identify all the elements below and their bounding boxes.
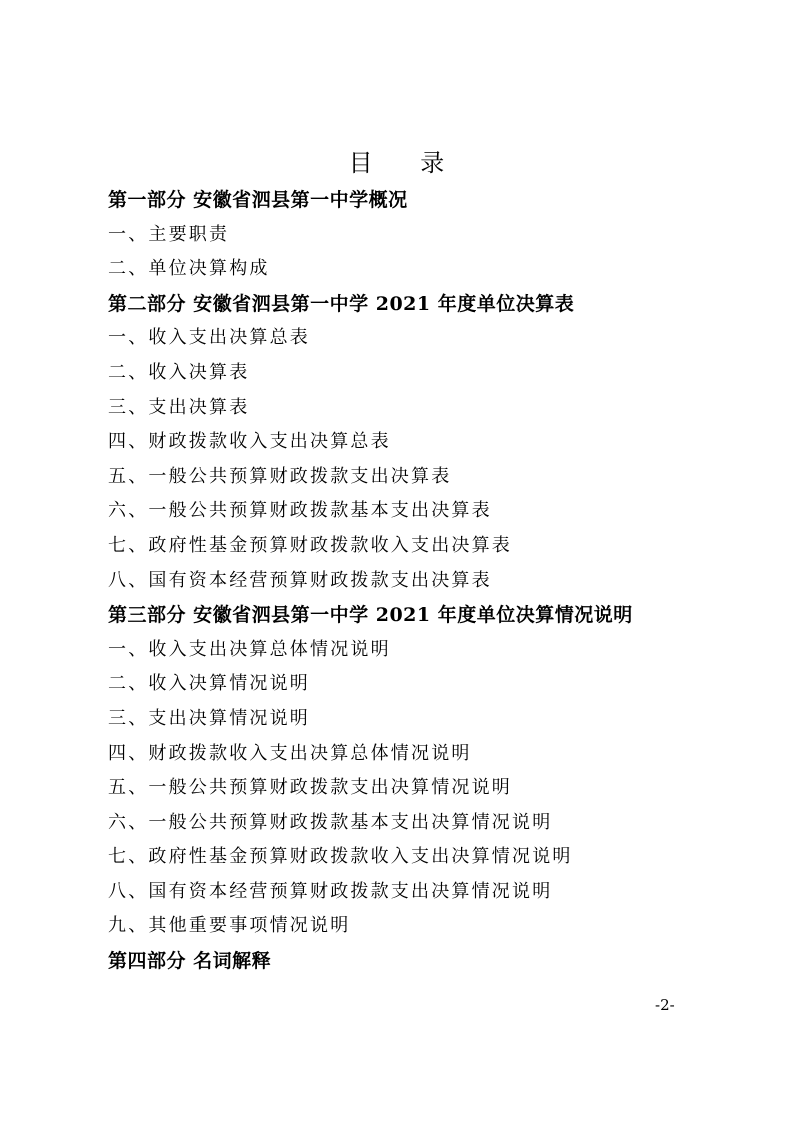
toc-entry xyxy=(108,944,748,979)
toc-entry xyxy=(108,909,748,944)
toc-entry xyxy=(108,460,748,495)
toc-item: 六、一般公共预算财政拨款基本支出决算情况说明 xyxy=(108,811,553,833)
page-number: -2- xyxy=(655,996,675,1014)
toc-entry xyxy=(108,875,748,910)
toc-entry xyxy=(108,183,748,218)
toc-part-heading: 第四部分 名词解释 xyxy=(108,950,272,973)
toc-item: 一、收入支出决算总体情况说明 xyxy=(108,638,391,660)
toc-item: 二、收入决算情况说明 xyxy=(108,673,310,695)
toc-entry xyxy=(108,425,748,460)
toc-entry xyxy=(108,702,748,737)
toc-entry xyxy=(108,771,748,806)
toc-entry xyxy=(108,840,748,875)
toc-item: 二、收入决算表 xyxy=(108,361,250,383)
toc-item: 五、一般公共预算财政拨款支出决算情况说明 xyxy=(108,777,512,799)
toc-item: 七、政府性基金预算财政拨款收入支出决算表 xyxy=(108,534,512,556)
toc-entry xyxy=(108,598,748,633)
toc-item: 八、国有资本经营预算财政拨款支出决算情况说明 xyxy=(108,880,553,902)
toc-entry xyxy=(108,287,748,322)
toc-entry xyxy=(108,218,748,253)
table-of-contents xyxy=(108,183,748,979)
toc-part-heading: 第一部分 安徽省泗县第一中学概况 xyxy=(108,189,408,211)
toc-item: 七、政府性基金预算财政拨款收入支出决算情况说明 xyxy=(108,846,573,868)
toc-entry xyxy=(108,391,748,426)
toc-part-heading: 第二部分 安徽省泗县第一中学 2021 年度单位决算表 xyxy=(108,292,575,315)
toc-entry xyxy=(108,633,748,668)
toc-item: 三、支出决算表 xyxy=(108,396,250,418)
toc-entry xyxy=(108,356,748,391)
toc-item: 一、收入支出决算总表 xyxy=(108,327,310,349)
toc-item: 九、其他重要事项情况说明 xyxy=(108,915,351,937)
toc-entry xyxy=(108,737,748,772)
toc-item: 六、一般公共预算财政拨款基本支出决算表 xyxy=(108,500,492,522)
toc-item: 八、国有资本经营预算财政拨款支出决算表 xyxy=(108,569,492,591)
page-title: 目 录 xyxy=(348,149,465,177)
toc-entry xyxy=(108,564,748,599)
toc-item: 一、主要职责 xyxy=(108,223,230,245)
toc-part-heading: 第三部分 安徽省泗县第一中学 2021 年度单位决算情况说明 xyxy=(108,604,633,627)
toc-item: 四、财政拨款收入支出决算总体情况说明 xyxy=(108,742,472,764)
toc-entry xyxy=(108,494,748,529)
toc-item: 四、财政拨款收入支出决算总表 xyxy=(108,431,391,453)
toc-entry xyxy=(108,321,748,356)
toc-entry xyxy=(108,252,748,287)
toc-entry xyxy=(108,806,748,841)
toc-entry xyxy=(108,529,748,564)
toc-item: 三、支出决算情况说明 xyxy=(108,707,310,729)
toc-item: 二、单位决算构成 xyxy=(108,258,270,280)
toc-entry xyxy=(108,667,748,702)
toc-item: 五、一般公共预算财政拨款支出决算表 xyxy=(108,465,452,487)
